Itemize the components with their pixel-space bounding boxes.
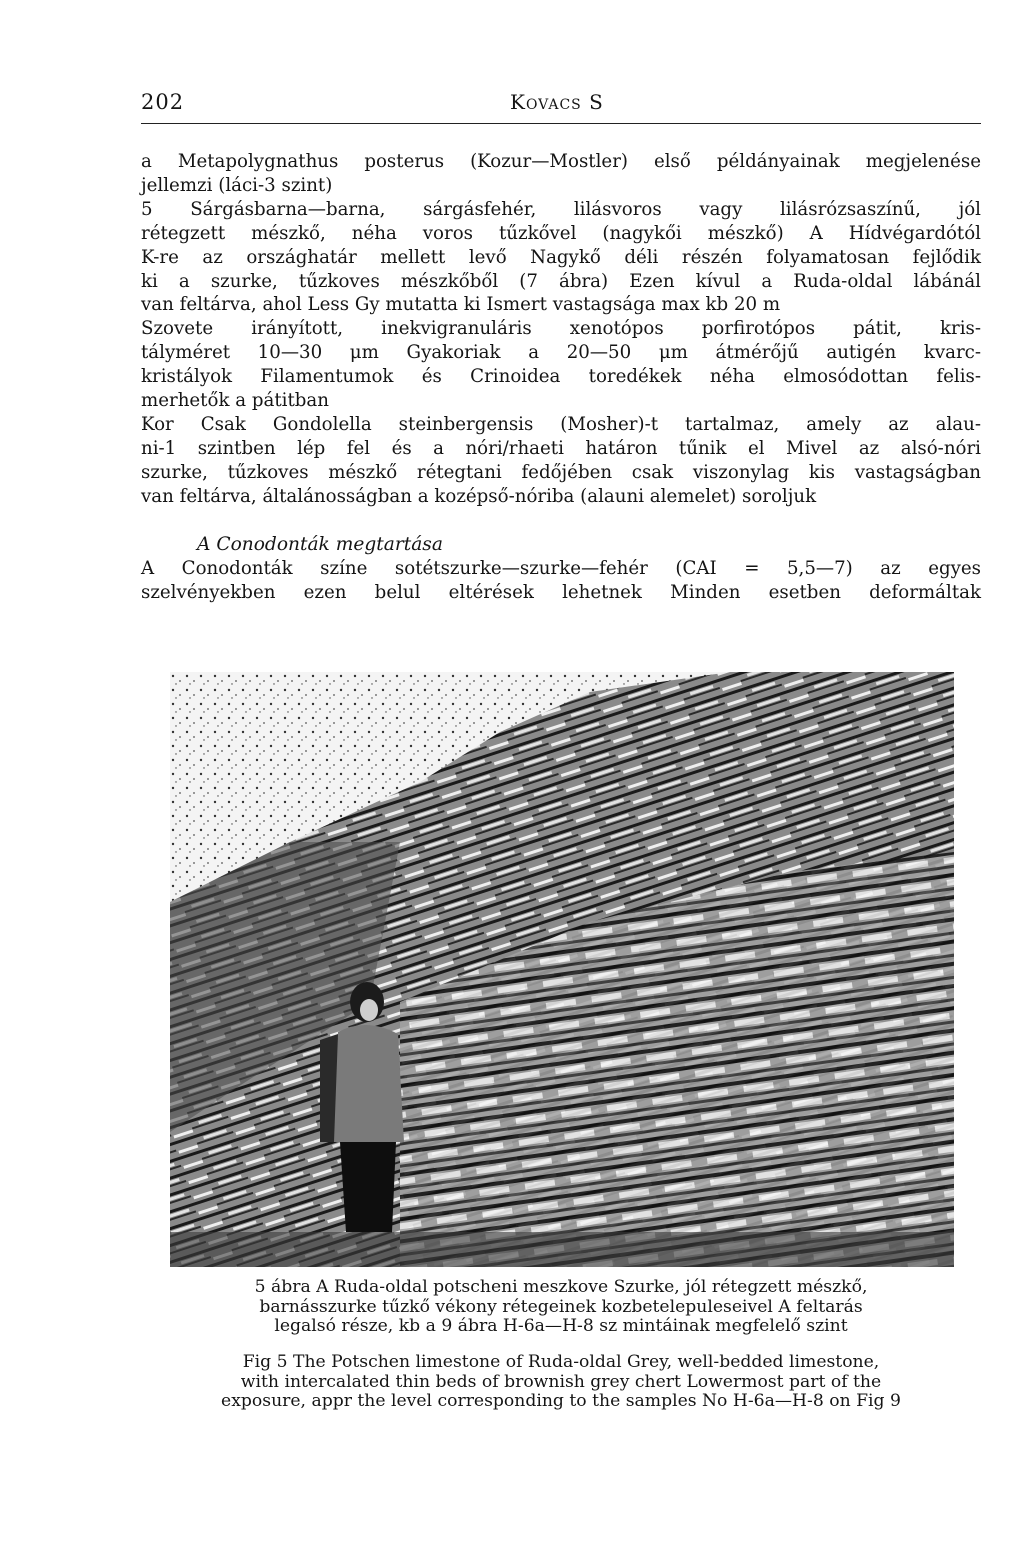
text-line: kristályok Filamentumok és Crinoidea toredékek néha elmosódottan felis- — [141, 366, 981, 388]
figure-caption-en — [176, 1353, 946, 1412]
caption-line: barnásszurke tűzkő vékony rétegeinek kozbetelepuleseivel A feltarás — [259, 1296, 863, 1317]
caption-line: Fig 5 The Potschen limestone of Ruda-oldal Grey, well-bedded limestone, — [242, 1352, 880, 1372]
text-line: tályméret 10—30 μm Gyakoriak a 20—50 μm átmérőjű autigén kvarc- — [141, 342, 981, 364]
caption-line: legalsó része, kb a 9 ábra H-6a—H-8 sz mintáinak megfelelő szint — [274, 1316, 848, 1336]
text-line: jellemzi (láci-3 szint) — [141, 174, 333, 196]
text-line: szurke, tűzkoves mészkő rétegtani fedőjében csak viszonylag kis vastagságban — [141, 461, 981, 483]
text-line: merhetők a pátitban — [141, 390, 329, 412]
text-line: A Conodonták színe sotétszurke—szurke—fehér (CAI = 5,5—7) az egyes — [141, 557, 981, 579]
text-line: Kor Csak Gondolella steinbergensis (Mosher)-t tartalmaz, amely az alau- — [141, 413, 981, 435]
caption-line: with intercalated thin beds of brownish grey chert Lowermost part of the — [240, 1371, 882, 1392]
caption-line: exposure, appr the level corresponding to the samples No H-6a—H-8 on Fig 9 — [221, 1391, 901, 1411]
rock-outcrop-photo — [170, 672, 954, 1267]
text-line: ni-1 szintben lép fel és a nóri/rhaeti határon tűnik el Mivel az alsó-nóri — [141, 437, 981, 459]
header-rule — [141, 123, 981, 124]
text-line: van feltárva, ahol Less Gy mutatta ki Ismert vastagsága max kb 20 m — [141, 294, 781, 316]
text-line: rétegzett mészkő, néha voros tűzkővel (nagykői mészkő) A Hídvégardótól — [141, 222, 981, 244]
text-line: van feltárva, általánosságban a kozépső-nóriba (alauni alemelet) soroljuk — [141, 485, 817, 507]
text-line: Szovete irányított, inekvigranuláris xenotópos porfirotópos pátit, kris- — [141, 318, 981, 340]
caption-line: 5 ábra A Ruda-oldal potscheni meszkove Szurke, jól rétegzett mészkő, — [254, 1277, 868, 1297]
figure-caption-hu — [176, 1278, 946, 1337]
section-title: A Conodonták megtartása — [197, 533, 443, 555]
figure-photo — [170, 672, 954, 1267]
text-line: 5 Sárgásbarna—barna, sárgásfehér, lilásvoros vagy lilásrózsaszínű, jól — [141, 198, 981, 220]
body-text — [141, 150, 981, 604]
text-line: a Metapolygnathus posterus (Kozur—Mostler) első példányainak megjelenése — [141, 151, 981, 172]
text-line: K-re az országhatár mellett levő Nagykő déli részén folyamatosan fejlődik — [141, 246, 981, 268]
text-line: szelvényekben ezen belul eltérések lehetnek Minden esetben deformáltak — [141, 581, 981, 603]
running-head: Kovacs S — [510, 90, 604, 114]
page-number: 202 — [141, 90, 185, 114]
text-line: ki a szurke, tűzkoves mészkőből (7 ábra) Ezen kívul a Ruda-oldal lábánál — [141, 270, 981, 292]
